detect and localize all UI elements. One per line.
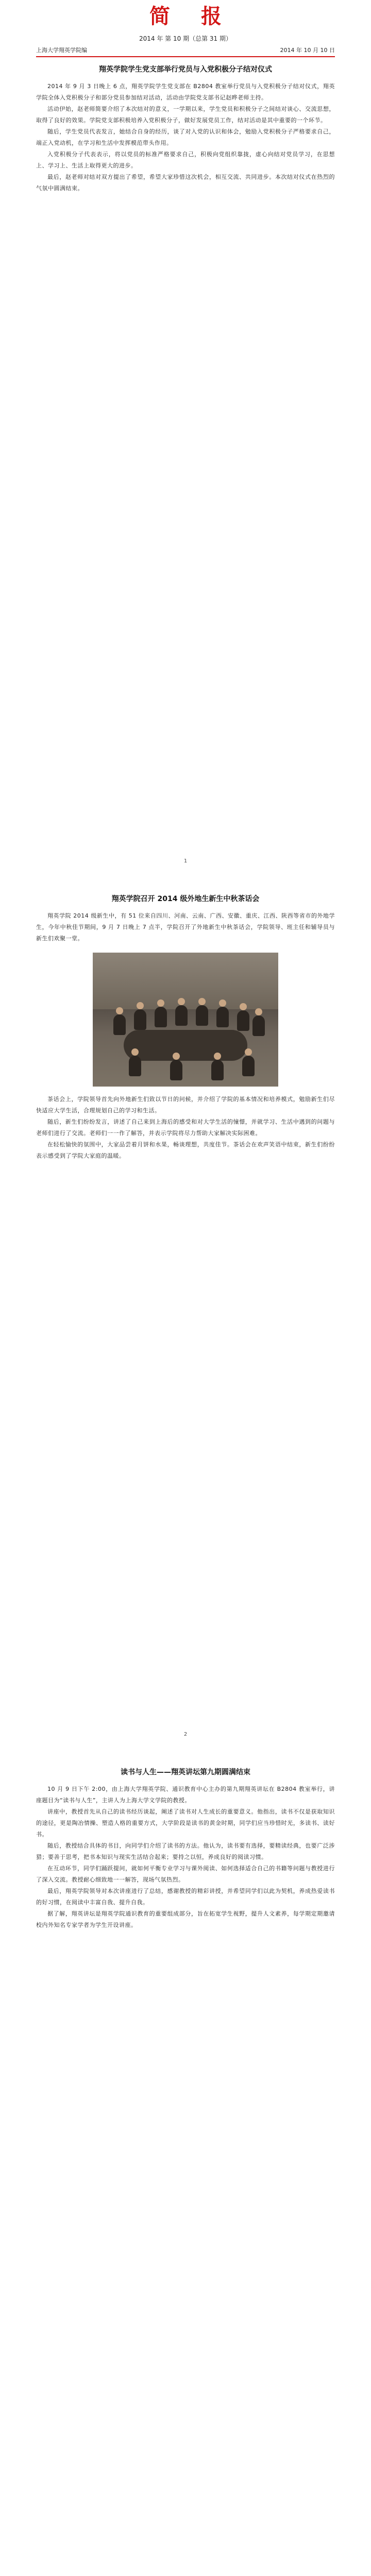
photo-wall bbox=[93, 953, 278, 1009]
page-1 bbox=[0, 0, 371, 873]
paragraph: 讲座中，教授首先从自己的读书经历谈起，阐述了读书对人生成长的重要意义。他指出，读书不仅是获取知识的途径，更是陶冶情操、塑造人格的重要方式，大学阶段是读书的黄金时期，同学们应当珍惜时光，多读书、读好书。 bbox=[36, 1808, 335, 1838]
paragraph: 活动伊始，赵老师简要介绍了本次结对的意义，一学期以来，学生党员和积极分子之间结对谈心、交流思想，取得了良好的效果。学院党支部积极培养入党积极分子，做好发展党员工作，结对活动是其中重要的一个环节。 bbox=[36, 106, 335, 124]
photo-person bbox=[237, 1010, 249, 1031]
paragraph: 2014 年 9 月 3 日晚上 6 点，翔英学院学生党支部在 B2804 教室举行党员与入党积极分子结对仪式，翔英学院全体入党积极分子和部分党员参加结对活动，活动由学院党支部书记赵晔老师主持。 bbox=[36, 83, 335, 101]
article-reading-lecture bbox=[36, 1767, 335, 1931]
photo-person bbox=[211, 1060, 224, 1080]
paragraph: 据了解，翔英讲坛是翔英学院通识教育的重要组成部分，旨在拓宽学生视野，提升人文素养，每学期定期邀请校内外知名专家学者为学生开设讲座。 bbox=[36, 1910, 335, 1928]
paragraph: 在互动环节，同学们踊跃提问，就如何平衡专业学习与课外阅读、如何选择适合自己的书籍等问题与教授进行了深入交流。教授耐心细致地一一解答，现场气氛热烈。 bbox=[36, 1865, 335, 1883]
photo-person bbox=[196, 1005, 208, 1026]
article-title: 翔英学院学生党支部举行党员与入党积极分子结对仪式 bbox=[99, 65, 272, 74]
paragraph: 在轻松愉快的氛围中，大家品尝着月饼和水果，畅谈理想，共度佳节。茶话会在欢声笑语中结束，新生们纷纷表示感受到了学院大家庭的温暖。 bbox=[36, 1141, 335, 1159]
article-title: 读书与人生——翔英讲坛第九期圆满结束 bbox=[121, 1768, 250, 1776]
issue-date: 2014 年 10 月 10 日 bbox=[280, 47, 335, 54]
photo-table bbox=[124, 1030, 247, 1061]
paragraph: 随后，新生们纷纷发言，讲述了自己来到上海后的感受和对大学生活的憧憬，并就学习、生活中遇到的问题与老师们进行了交流。老师们一一作了解答，并表示学院将尽力帮助大家解决实际困难。 bbox=[36, 1118, 335, 1137]
photo-person bbox=[252, 1015, 265, 1036]
photo-person bbox=[129, 1056, 141, 1076]
masthead-title: 简报 bbox=[149, 4, 252, 28]
tea-party-photo bbox=[93, 953, 278, 1087]
paragraph: 随后，学生党员代表发言，她结合自身的经历，谈了对入党的认识和体会，勉励入党积极分子严格要求自己，端正入党动机，在学习和生活中发挥模范带头作用。 bbox=[36, 128, 335, 146]
article-title: 翔英学院召开 2014 级外地生新生中秋茶话会 bbox=[111, 895, 260, 903]
masthead-meta bbox=[36, 46, 335, 55]
photo-person bbox=[113, 1014, 126, 1035]
page-3 bbox=[0, 1747, 371, 2576]
photo-person bbox=[242, 1056, 255, 1076]
page-2 bbox=[0, 873, 371, 1747]
paragraph: 翔英学院 2014 级新生中，有 51 位来自四川、河南、云南、广西、安徽、重庆、江西、陕西等省市的外地学生，今年中秋佳节期间，9 月 7 日晚上 7 点半，学院召开了外地新生中秋茶话会，学院领导、班主任和辅导员与新生们欢聚一堂。 bbox=[36, 912, 335, 942]
paragraph: 入党积极分子代表表示，将以党员的标准严格要求自己，积极向党组织靠拢，虚心向结对党员学习，在思想上、学习上、生活上取得更大的进步。 bbox=[36, 151, 335, 169]
issuer: 上海大学翔英学院编 bbox=[36, 47, 87, 54]
photo-person bbox=[175, 1005, 188, 1026]
masthead bbox=[36, 0, 335, 57]
paragraph: 随后，教授结合具体的书目，向同学们介绍了读书的方法。他认为，读书要有选择，要精读经典，也要广泛涉猎；要善于思考，把书本知识与现实生活结合起来；要持之以恒，养成良好的阅读习惯。 bbox=[36, 1842, 335, 1860]
issue-line: 2014 年 第 10 期（总第 31 期） bbox=[139, 35, 232, 42]
photo-person bbox=[155, 1007, 167, 1027]
paragraph: 10 月 9 日下午 2:00，由上海大学翔英学院、通识教育中心主办的第九期翔英讲坛在 B2804 教室举行，讲座题目为“读书与人生”，主讲人为上海大学文学院的教授。 bbox=[36, 1786, 335, 1804]
article-party-pairing bbox=[36, 64, 335, 194]
photo-person bbox=[134, 1009, 146, 1030]
page-number: 2 bbox=[183, 1732, 188, 1737]
paragraph: 茶话会上，学院领导首先向外地新生们致以节日的问候，并介绍了学院的基本情况和培养模式，勉励新生们尽快适应大学生活，合理规划自己的学习和生活。 bbox=[36, 1096, 335, 1114]
page-number: 1 bbox=[183, 858, 188, 864]
photo-person bbox=[216, 1007, 229, 1027]
paragraph: 最后，翔英学院领导对本次讲座进行了总结，感谢教授的精彩讲授，并希望同学们以此为契机，养成热爱读书的好习惯，在阅读中丰富自我、提升自我。 bbox=[36, 1888, 335, 1906]
article-midautumn-tea-party bbox=[36, 894, 335, 1162]
photo-person bbox=[170, 1060, 182, 1080]
paragraph: 最后，赵老师对结对双方提出了希望，希望大家珍惜这次机会，相互交流、共同进步。本次结对仪式在热烈的气氛中圆满结束。 bbox=[36, 174, 335, 192]
masthead-divider bbox=[36, 56, 335, 57]
